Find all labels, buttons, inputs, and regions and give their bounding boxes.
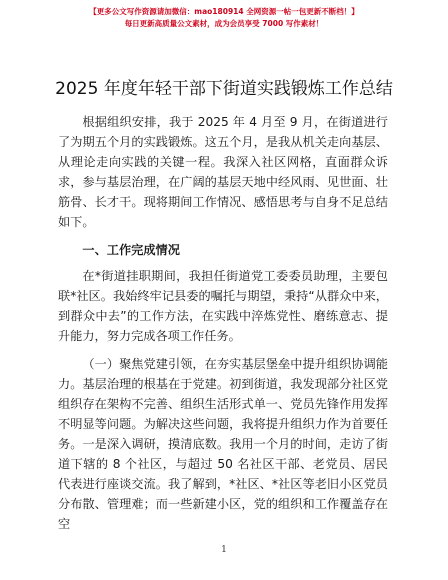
page-number: 1 bbox=[221, 545, 227, 555]
assignment-paragraph: 在*街道挂职期间，我担任街道党工委委员助理，主要包联*社区。我始终牢记县委的嘱托与期望，秉持“从群众中来，到群众中去”的工作方法，在实践中淬炼党性、磨练意志、提升能力，努力完成各项工作任务。 bbox=[58, 269, 388, 343]
banner-line-2: 每日更新高质量公文素材，成为会员享受 7000 写作素材！ bbox=[124, 19, 324, 28]
promo-banner bbox=[0, 6, 448, 30]
document-title: 2025 年度年轻干部下街道实践锻炼工作总结 bbox=[55, 79, 393, 99]
subsection-paragraph: （一）聚焦党建引领，在夯实基层堡垒中提升组织协调能力。基层治理的根基在于党建。初到街道，我发现部分社区党组织存在架构不完善、组织生活形式单一、党员先锋作用发挥不明显等问题。为解决这些问题，我将提升组织力作为首要任务。一是深入调研，摸清底数。我用一个月的时间，走访了街道下辖的 8 个社区，与超过 50 名社区干部、老党员、居民代表进行座谈交流。我了解到，*社区、*社区等老旧小区党员分布散、管理难；而一些新建小区，党的组织和工作覆盖存在空 bbox=[58, 357, 388, 531]
section-heading: 一、工作完成情况 bbox=[82, 243, 180, 257]
intro-paragraph: 根据组织安排，我于 2025 年 4 月至 9 月，在街道进行了为期五个月的实践锻炼。这五个月，是我从机关走向基层、从理论走向实践的关键一程。我深入社区网格，直面群众诉求，参与基层治理，在广阔的基层天地中经风雨、见世面、壮筋骨、长才干。现将期间工作情况、感悟思考与自身不足总结如下。 bbox=[58, 115, 388, 229]
banner-line-1: 【更多公文写作资源请加微信：mao180914 全网资源一帖一包更新不断档！】 bbox=[89, 7, 359, 16]
document-body bbox=[58, 112, 388, 534]
